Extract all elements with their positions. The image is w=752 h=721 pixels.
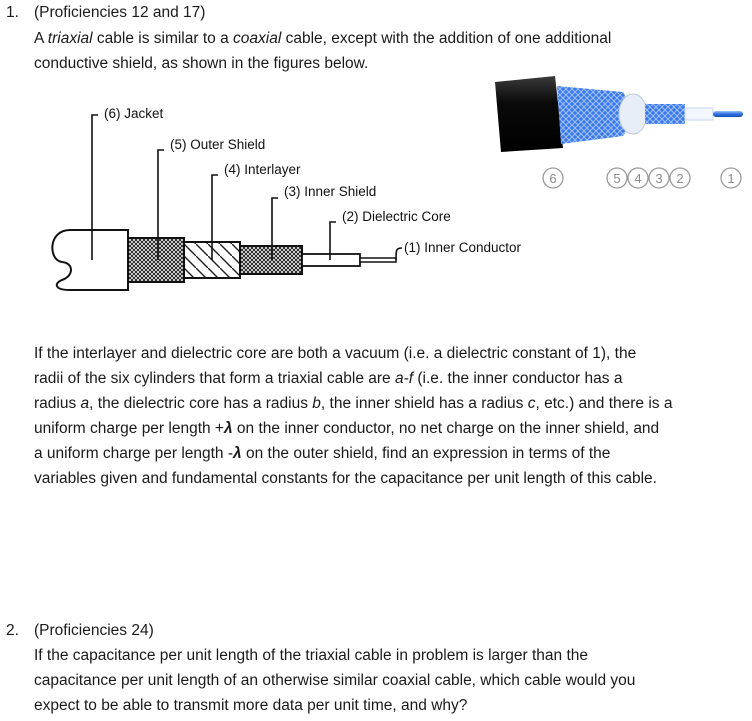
- q1-body-line-2: radii of the six cylinders that form a triaxial cable are a-f (i.e. the inner conductor has a: [34, 370, 623, 387]
- label-inner-shield: (3) Inner Shield: [284, 184, 377, 199]
- photo-interlayer: [619, 94, 647, 134]
- q2-body-line-1: If the capacitance per unit length of the triaxial cable in problem is larger than the: [34, 647, 589, 664]
- label-inner-conductor: (1) Inner Conductor: [404, 240, 522, 255]
- outer-shield-section: [128, 238, 184, 282]
- label-jacket: (6) Jacket: [104, 106, 164, 121]
- question-1-title: (Proficiencies 12 and 17): [34, 4, 206, 21]
- photo-jacket: [495, 76, 563, 152]
- triaxial-cable-diagram: [40, 100, 500, 300]
- q1-body-line-4: uniform charge per length +λ on the inner conductor, no net charge on the inner shield, and: [34, 420, 660, 437]
- question-1-intro-line-2: conductive shield, as shown in the figures below.: [34, 55, 369, 72]
- photo-number-3: 3: [655, 171, 663, 186]
- dielectric-core-section: [302, 254, 360, 266]
- q1-body-line-5: a uniform charge per length -λ on the outer shield, find an expression in terms of the: [34, 445, 611, 462]
- q1-body-line-6: variables given and fundamental constants for the capacitance per unit length of this cable.: [34, 470, 657, 487]
- photo-number-5: 5: [613, 171, 621, 186]
- label-outer-shield: (5) Outer Shield: [170, 137, 266, 152]
- photo-number-2: 2: [676, 171, 684, 186]
- inner-conductor-leader: [396, 248, 402, 260]
- photo-dielectric: [685, 108, 713, 120]
- jacket-section: [70, 230, 128, 290]
- q2-body-line-3: expect to be able to transmit more data per unit time, and why?: [34, 697, 468, 714]
- photo-conductor: [713, 111, 743, 117]
- q1-body-line-3: radius a, the dielectric core has a radius b, the inner shield has a radius c, etc.) and there is a: [34, 395, 673, 412]
- photo-number-6: 6: [549, 171, 557, 186]
- photo-number-1: 1: [727, 171, 735, 186]
- photo-number-4: 4: [634, 171, 642, 186]
- question-1-intro-line-1: A triaxial cable is similar to a coaxial cable, except with the addition of one additional: [34, 30, 612, 47]
- inner-conductor-section: [360, 258, 396, 262]
- jacket-end-curl: [52, 230, 71, 290]
- question-2-title: (Proficiencies 24): [34, 622, 154, 639]
- q1-body-line-1: If the interlayer and dielectric core are both a vacuum (i.e. a dielectric constant of 1), the: [34, 345, 637, 362]
- photo-outer-braid: [557, 86, 629, 144]
- q2-body-line-2: capacitance per unit length of an otherwise similar coaxial cable, which cable would you: [34, 672, 636, 689]
- inner-shield-section: [240, 246, 302, 274]
- label-dielectric-core: (2) Dielectric Core: [342, 209, 451, 224]
- question-1-number: 1.: [6, 4, 19, 21]
- cable-photo: [485, 74, 752, 194]
- photo-inner-braid: [645, 104, 685, 124]
- question-2-number: 2.: [6, 622, 19, 639]
- label-interlayer: (4) Interlayer: [224, 162, 301, 177]
